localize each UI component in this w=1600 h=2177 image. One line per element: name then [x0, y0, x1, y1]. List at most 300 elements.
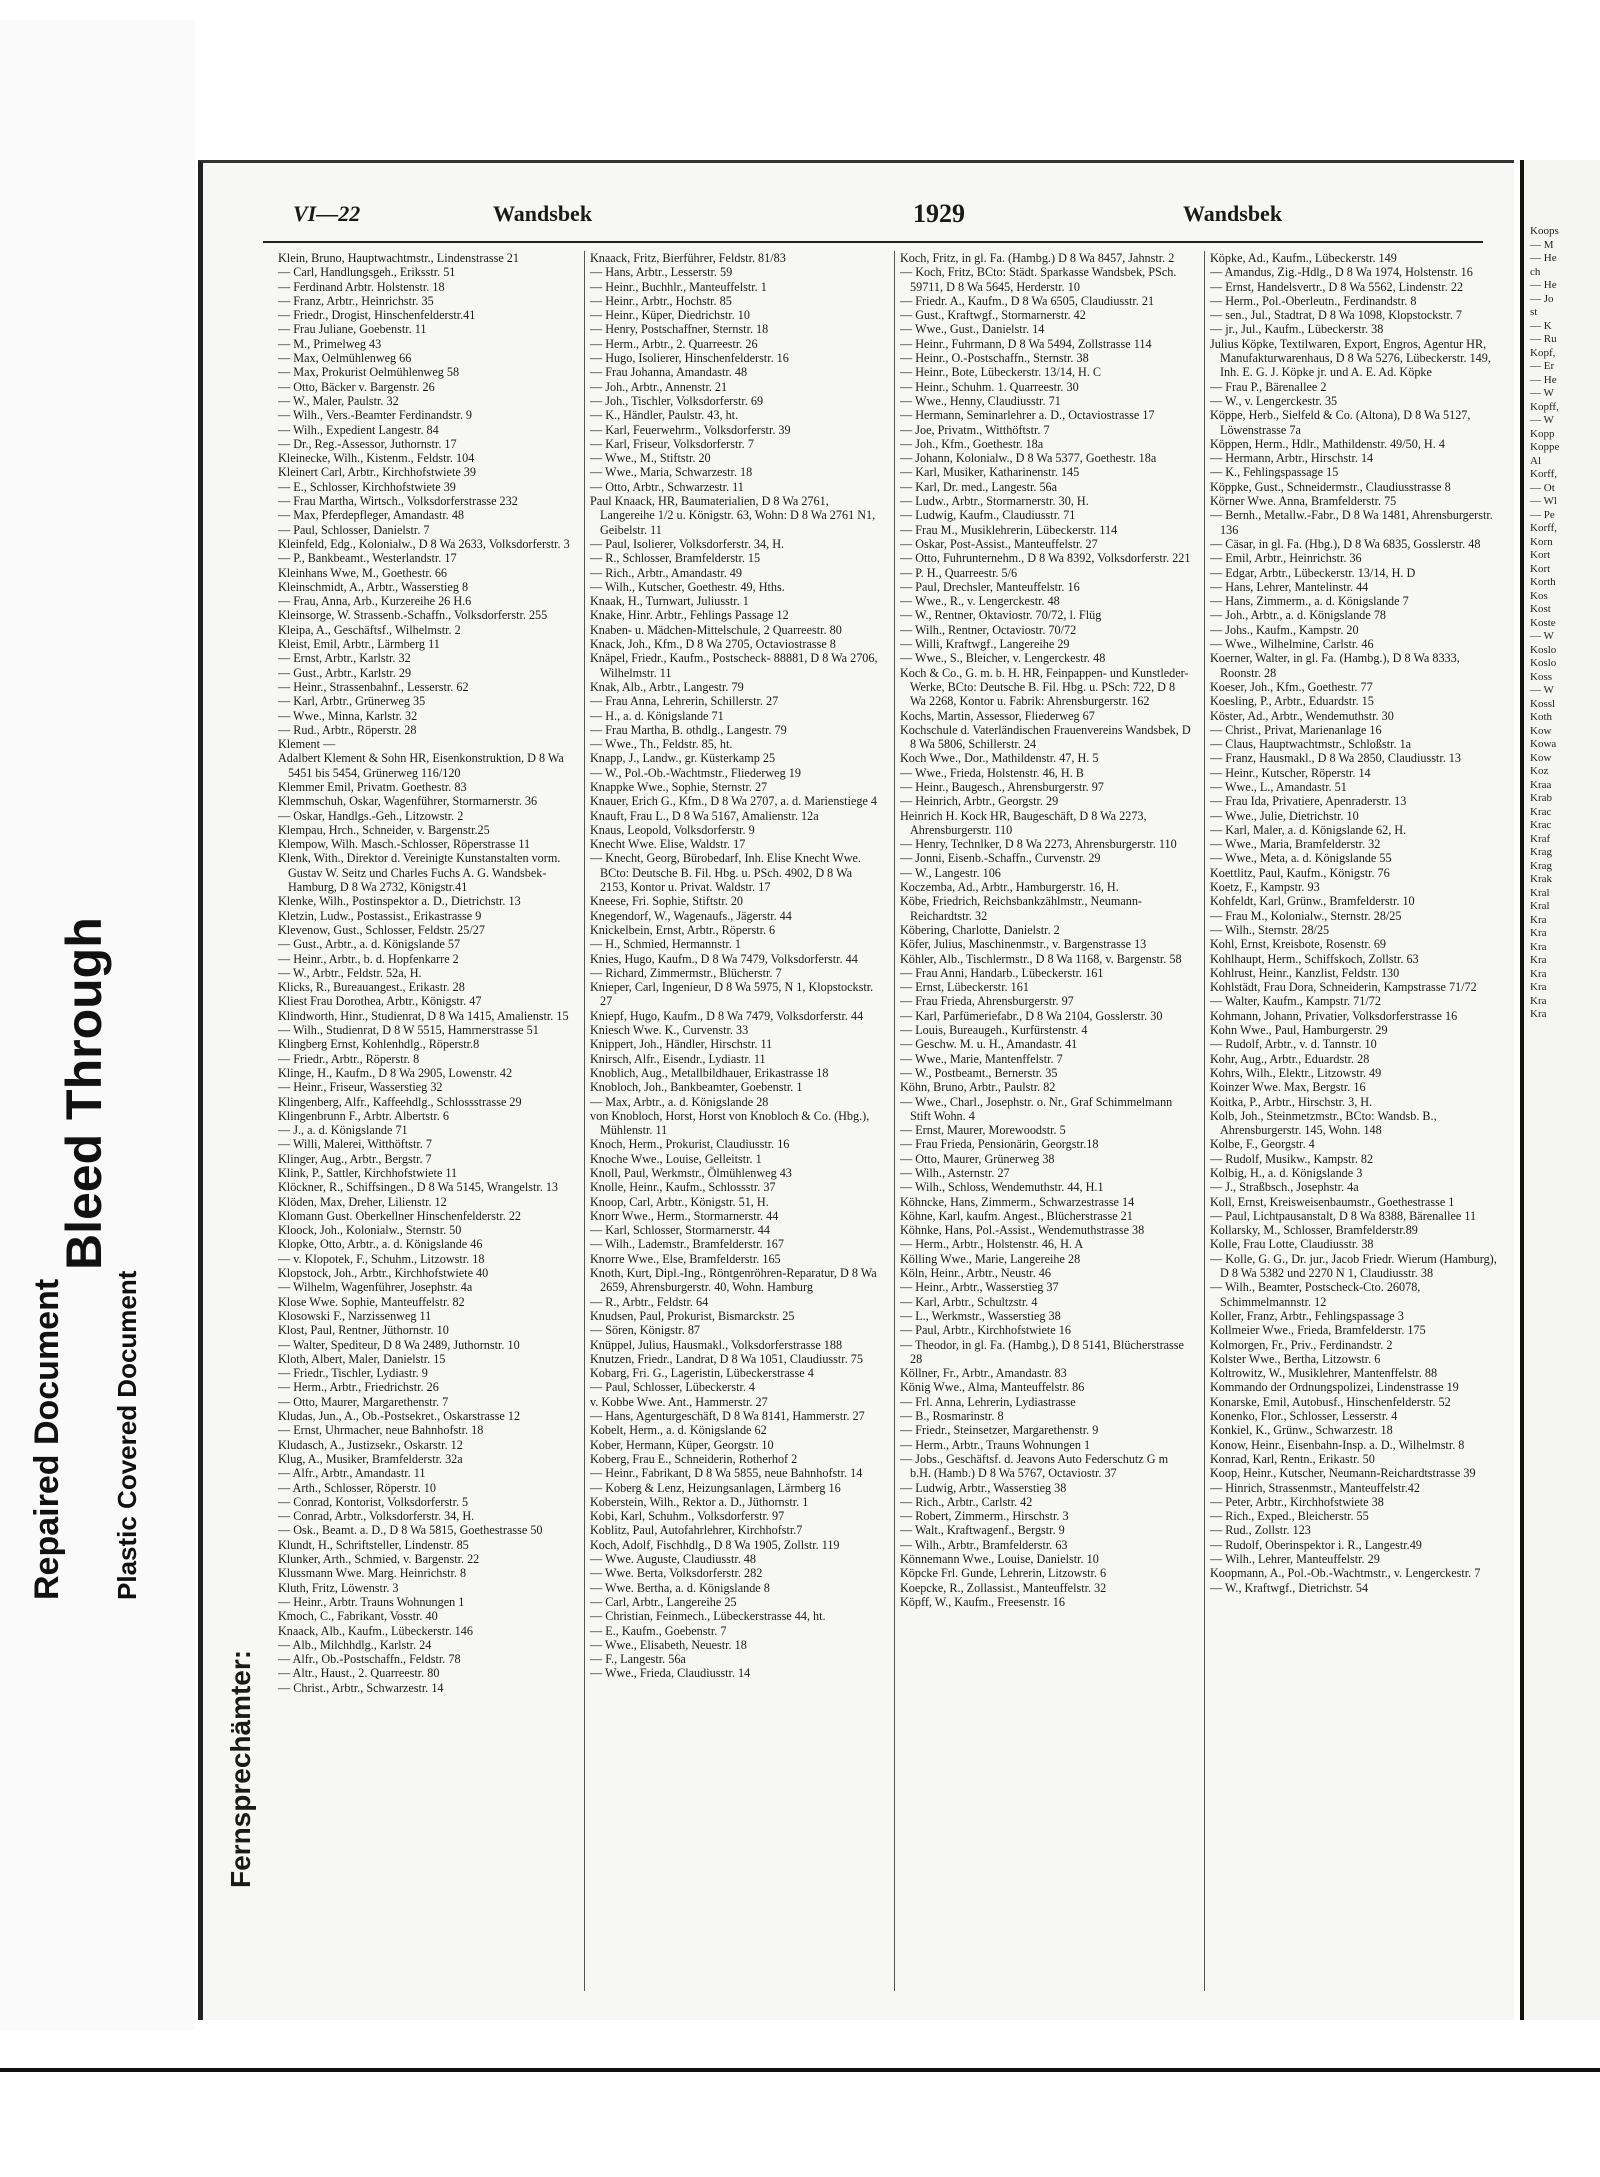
directory-entry: Koerner, Walter, in gl. Fa. (Hambg.), D 8 Wa 8333, Roonstr. 28	[1210, 651, 1460, 680]
directory-entry: — Gust., Arbtr., Karlstr. 29	[278, 665, 412, 680]
directory-entry: Klenke, Wilh., Postinspektor a. D., Dietrichstr. 13	[278, 894, 521, 909]
directory-entry: Knoch, Herm., Prokurist, Claudiusstr. 16	[590, 1137, 790, 1152]
directory-entry: — K., Händler, Paulstr. 43, ht.	[590, 408, 739, 423]
directory-entry: — H., Schmied, Hermannstr. 1	[590, 937, 741, 952]
directory-entry: Koczemba, Ad., Arbtr., Hamburgerstr. 16, H.	[900, 880, 1119, 895]
column-1	[278, 251, 570, 1991]
adjacent-page-line: Kos	[1530, 589, 1548, 602]
directory-entry: Kolle, Frau Lotte, Claudiusstr. 38	[1210, 1237, 1374, 1252]
directory-entry: Koberg, Frau E., Schneiderin, Rotherhof 2	[590, 1451, 798, 1466]
directory-entry: Köln, Heinr., Arbtr., Neustr. 46	[900, 1266, 1051, 1281]
directory-entry: Knoll, Paul, Werkmstr., Ölmühlenweg 43	[590, 1166, 792, 1180]
directory-entry: — Alb., Milchhdlg., Karlstr. 24	[278, 1637, 432, 1652]
adjacent-page-line: Koste	[1530, 616, 1556, 629]
directory-entry: — Johann, Kolonialw., D 8 Wa 5377, Goethestr. 18a	[900, 451, 1157, 466]
directory-entry: — Wwe., S., Bleicher, v. Lengerckestr. 48	[900, 651, 1106, 666]
repaired-document-label: Repaired Document	[28, 1278, 66, 1600]
directory-entry: Klevenow, Gust., Schlosser, Feldstr. 25/27	[278, 922, 485, 937]
directory-entry: — Robert, Zimmerm., Hirschstr. 3	[900, 1509, 1069, 1524]
directory-entry: Kloth, Albert, Maler, Danielstr. 15	[278, 1351, 446, 1366]
directory-entry: Kohfeldt, Karl, Grünw., Bramfelderstr. 10	[1210, 894, 1415, 909]
directory-entry: — Herm., Arbtr., Trauns Wohnungen 1	[900, 1437, 1091, 1452]
directory-entry: Knickelbein, Ernst, Arbtr., Röperstr. 6	[590, 922, 776, 937]
directory-entry: — Heinr., Buchhlr., Manteuffelstr. 1	[590, 279, 767, 294]
directory-entry: — Rudolf, Oberinspektor i. R., Langestr.49	[1210, 1537, 1422, 1552]
directory-entry: — Heinr., Friseur, Wasserstieg 32	[278, 1080, 443, 1095]
directory-entry: — Wilh., Expedient Langestr. 84	[278, 422, 439, 437]
directory-entry: — Heinr., Fabrikant, D 8 Wa 5855, neue Bahnhofstr. 14	[590, 1466, 863, 1481]
adjacent-page-line: — Ru	[1530, 333, 1557, 345]
adjacent-page-line: — W	[1530, 387, 1554, 399]
directory-entry: Kollarsky, M., Schlosser, Bramfelderstr.89	[1210, 1223, 1418, 1238]
directory-entry: — Wilh., Studienrat, D 8 W 5515, Hamrnerstrasse 51	[278, 1023, 539, 1038]
directory-entry: Koller, Franz, Arbtr., Fehlingspassage 3	[1210, 1308, 1404, 1323]
directory-entry: Koettlitz, Paul, Kaufm., Königstr. 76	[1210, 865, 1390, 880]
directory-entry: — Hans, Lehrer, Mantelinstr. 44	[1210, 579, 1369, 594]
header-title-left: Wandsbek	[493, 201, 593, 226]
directory-entry: Köppke, Gust., Schneidermstr., Claudiusstrasse 8	[1210, 479, 1451, 494]
directory-entry: Koepcke, R., Zollassist., Manteuffelstr. 32	[900, 1580, 1107, 1595]
adjacent-page-line: Krac	[1530, 819, 1552, 831]
directory-entry: — Amandus, Zig.-Hdlg., D 8 Wa 1974, Holstenstr. 16	[1210, 265, 1473, 280]
directory-entry: — Wwe., Julie, Dietrichstr. 10	[1210, 808, 1359, 823]
directory-entry: — sen., Jul., Stadtrat, D 8 Wa 1098, Klopstockstr. 7	[1210, 308, 1463, 323]
directory-entry: Koinzer Wwe. Max, Bergstr. 16	[1210, 1080, 1366, 1095]
directory-entry: — Carl, Handlungsgeh., Eriksstr. 51	[278, 265, 456, 280]
directory-entry: — Frau M., Musiklehrerin, Lübeckerstr. 114	[900, 522, 1118, 537]
directory-entry: Kolster Wwe., Bertha, Litzowstr. 6	[1210, 1351, 1381, 1366]
directory-entry: Paul Knaack, HR, Baumaterialien, D 8 Wa 2761, Langereihe 1/2 u. Königstr. 63, Wohn: D 8 Wa 2761 N1, Geibelstr. 11	[590, 494, 876, 537]
adjacent-page-line: Kow	[1530, 751, 1552, 764]
directory-entry: Köppen, Herm., Hdlr., Mathildenstr. 49/50, H. 4	[1210, 436, 1445, 451]
directory-entry: — Karl, Maler, a. d. Königslande 62, H.	[1210, 822, 1407, 837]
directory-entry: Kobelt, Herm., a. d. Königslande 62	[590, 1423, 767, 1438]
directory-entry: Knauer, Erich G., Kfm., D 8 Wa 2707, a. d. Marienstiege 4	[590, 794, 878, 809]
directory-entry: — J., a. d. Königslande 71	[278, 1123, 408, 1138]
directory-entry: — Otto, Arbtr., Schwarzestr. 11	[590, 479, 744, 494]
directory-entry: — Joh., Arbtr., Annenstr. 21	[590, 379, 728, 394]
directory-entry: Koch, Adolf, Fischhdlg., D 8 Wa 1905, Zollstr. 119	[590, 1537, 840, 1552]
directory-entry: — W., Langestr. 106	[900, 865, 1001, 880]
directory-entry: — Geschw. M. u. H., Amandastr. 41	[900, 1037, 1078, 1052]
directory-entry: — Max, Arbtr., a. d. Königslande 28	[590, 1094, 769, 1109]
adjacent-page-line: Al	[1530, 454, 1541, 467]
directory-entry: Klemmer Emil, Privatm. Goethestr. 83	[278, 779, 467, 794]
page-number: VI—22	[293, 201, 361, 226]
directory-entry: — Kolle, G. G., Dr. jur., Jacob Friedr. Wierum (Hamburg), D 8 Wa 5382 und 2270 N 1, Claudiusstr. 38	[1210, 1251, 1497, 1281]
directory-entry: — Christ., Arbtr., Schwarzestr. 14	[278, 1680, 444, 1695]
directory-entry: — W., Postbeamt., Bernerstr. 35	[900, 1065, 1058, 1080]
column-2	[590, 251, 882, 1991]
directory-entry: Köbe, Friedrich, Reichsbankzählmstr., Neumann-Reichardtstr. 32	[900, 894, 1142, 923]
directory-entry: — Cäsar, in gl. Fa. (Hbg.), D 8 Wa 6835, Gosslerstr. 48	[1210, 536, 1481, 551]
adjacent-page-line: Kossl	[1530, 697, 1556, 710]
directory-entry: — Wwe. Berta, Volksdorferstr. 282	[590, 1566, 763, 1581]
directory-entry: — Heinrich, Arbtr., Georgstr. 29	[900, 794, 1059, 809]
adjacent-page-line: — W	[1530, 630, 1554, 642]
directory-entry: — R., Schlosser, Bramfelderstr. 15	[590, 551, 761, 566]
adjacent-page-line: — Pe	[1530, 508, 1555, 521]
directory-entry: Köpke, Ad., Kaufm., Lübeckerstr. 149	[1210, 251, 1397, 265]
directory-entry: — Joh., Tischler, Volksdorferstr. 69	[590, 393, 764, 408]
directory-entry: — Arth., Schlosser, Röperstr. 10	[278, 1480, 436, 1495]
directory-entry: Köllner, Fr., Arbtr., Amandastr. 83	[900, 1366, 1067, 1381]
directory-entry: — Conrad, Kontorist, Volksdorferstr. 5	[278, 1494, 469, 1509]
adjacent-page-line: Koops	[1530, 225, 1559, 237]
adjacent-page-line: — He	[1530, 252, 1557, 264]
directory-entry: — Otto, Fuhrunternehm., D 8 Wa 8392, Volksdorferstr. 221	[900, 551, 1191, 566]
adjacent-page-line: Korth	[1530, 576, 1556, 588]
directory-entry: — Ernst, Lübeckerstr. 161	[900, 980, 1029, 995]
directory-entry: — Ernst, Handelsvertr., D 8 Wa 5562, Lindenstr. 22	[1210, 279, 1464, 294]
side-labels	[0, 560, 180, 1640]
phone-exchange-title: Fernsprechämter:	[225, 1649, 256, 1888]
directory-entry: — Willi, Malerei, Witthöftstr. 7	[278, 1137, 432, 1152]
directory-entry: Kohlhaupt, Herm., Schiffskoch, Zollstr. 63	[1210, 951, 1419, 966]
directory-entry: — Wwe. Bertha, a. d. Königslande 8	[590, 1580, 770, 1595]
adjacent-page-line: Korff,	[1530, 522, 1557, 534]
directory-entry: — Friedr., Tischler, Lydiastr. 9	[278, 1366, 428, 1381]
directory-entry: — W., Arbtr., Feldstr. 52a, H.	[278, 965, 422, 980]
directory-entry: — K., Fehlingspassage 15	[1210, 465, 1339, 480]
directory-entry: Köhler, Alb., Tischlermstr., D 8 Wa 1168, v. Bargenstr. 58	[900, 951, 1182, 966]
directory-entry: Knoche Wwe., Louise, Gelleitstr. 1	[590, 1151, 762, 1166]
directory-entry: Knorr Wwe., Herm., Stormarnerstr. 44	[590, 1208, 779, 1223]
directory-entry: — Hermann, Seminarlehrer a. D., Octaviostrasse 17	[900, 408, 1155, 423]
directory-entry: Kniesch Wwe. K., Curvenstr. 33	[590, 1023, 749, 1038]
directory-entry: Köppe, Herb., Sielfeld & Co. (Altona), D 8 Wa 5127, Löwenstrasse 7a	[1210, 408, 1471, 437]
directory-entry: — Wwe., Frieda, Holstenstr. 46, H. B	[900, 765, 1084, 780]
directory-entry: Kleinert Carl, Arbtr., Kirchhofstwiete 39	[278, 465, 476, 480]
directory-entry: — Hermann, Arbtr., Hirschstr. 14	[1210, 451, 1374, 466]
directory-entry: — Heinr., Strassenbahnf., Lesserstr. 62	[278, 679, 469, 694]
directory-entry: Klempow, Wilh. Masch.-Schlosser, Röperstrasse 11	[278, 837, 531, 852]
adjacent-page-line: Koppe	[1530, 441, 1560, 453]
adjacent-page-line: Koss	[1530, 670, 1553, 683]
directory-entry: — Richard, Zimmermstr., Blücherstr. 7	[590, 965, 782, 980]
directory-entry: — Ludwig, Arbtr., Wasserstieg 38	[900, 1480, 1067, 1495]
directory-entry: Klempau, Hrch., Schneider, v. Bargenstr.25	[278, 822, 490, 837]
directory-entry: — Conrad, Arbtr., Volksdorferstr. 34, H.	[278, 1509, 475, 1524]
directory-entry: — Wilh., Schloss, Wendemuthstr. 44, H.1	[900, 1180, 1104, 1195]
directory-entry: — Heinr., Bote, Lübeckerstr. 13/14, H. C	[900, 365, 1102, 380]
directory-entry: Kletzin, Ludw., Postassist., Erikastrasse 9	[278, 908, 482, 923]
directory-entry: — Dr., Reg.-Assessor, Juthornstr. 17	[278, 436, 457, 451]
adjacent-page-line: Kopf,	[1530, 346, 1556, 359]
directory-entry: — Oskar, Post-Assist., Manteuffelstr. 27	[900, 536, 1098, 551]
directory-entry: — Karl, Arbtr., Schultzstr. 4	[900, 1294, 1038, 1309]
adjacent-page-line: Kra	[1530, 940, 1547, 953]
adjacent-page-line: Krag	[1530, 859, 1552, 872]
directory-entry: Koopmann, A., Pol.-Ob.-Wachtmstr., v. Lengerckestr. 7	[1210, 1566, 1481, 1581]
adjacent-page-line: Korff,	[1530, 468, 1557, 480]
adjacent-page-line: Kral	[1530, 886, 1550, 899]
directory-entry: — R., Arbtr., Feldstr. 64	[590, 1294, 709, 1309]
directory-entry: — Frau Martha, B. othdlg., Langestr. 79	[590, 722, 787, 737]
adjacent-page-line: Kraa	[1530, 778, 1552, 791]
directory-entry: — Gust., Kraftwgf., Stormarnerstr. 42	[900, 308, 1086, 323]
directory-entry: Klunker, Arth., Schmied, v. Bargenstr. 22	[278, 1552, 480, 1567]
directory-entry: — Paul, Schlosser, Lübeckerstr. 4	[590, 1380, 756, 1395]
directory-entry: — Edgar, Arbtr., Lübeckerstr. 13/14, H. D	[1210, 565, 1416, 580]
directory-entry: Klöden, Max, Dreher, Lilienstr. 12	[278, 1194, 447, 1209]
directory-entry: — Carl, Arbtr., Langereihe 25	[590, 1594, 737, 1609]
directory-entry: Klement —	[278, 737, 336, 752]
adjacent-page-line: — Er	[1530, 360, 1555, 372]
directory-entry: Koesling, P., Arbtr., Eduardstr. 15	[1210, 694, 1374, 709]
directory-entry: — Knecht, Georg, Bürobedarf, Inh. Elise Knecht Wwe. BCto: Deutsche B. Fil. Hbg. u. PSch. 4902, D 8 Wa 2153, Kontor u. Privat. Waldstr. 17	[590, 851, 861, 895]
adjacent-page-line: Kraf	[1530, 832, 1551, 845]
directory-entry: — E., Schlosser, Kirchhofstwiete 39	[278, 479, 456, 494]
directory-entry: — E., Kaufm., Goebenstr. 7	[590, 1623, 727, 1638]
directory-entry: — Heinr., Arbtr., Hochstr. 85	[590, 293, 732, 308]
directory-entry: Kochs, Martin, Assessor, Fliederweg 67	[900, 708, 1095, 723]
directory-entry: — Herm., Arbtr., Holstenstr. 46, H. A	[900, 1237, 1084, 1252]
directory-entry: Knaack, Fritz, Bierführer, Feldstr. 81/83	[590, 251, 786, 265]
directory-entry: Klingenbrunn F., Arbtr. Albertstr. 6	[278, 1108, 449, 1123]
directory-entry: Kobi, Karl, Schuhm., Volksdorferstr. 97	[590, 1509, 785, 1524]
directory-entry: Konow, Heinr., Eisenbahn-Insp. a. D., Wilhelmstr. 8	[1210, 1437, 1465, 1452]
directory-entry: Kobarg, Fri. G., Lageristin, Lübeckerstrasse 4	[590, 1366, 814, 1381]
directory-entry: Kochschule d. Vaterländischen Frauenvereins Wandsbek, D 8 Wa 5806, Schillerstr. 24	[900, 722, 1191, 752]
directory-entry: Knoop, Carl, Arbtr., Königstr. 51, H.	[590, 1194, 769, 1209]
directory-entry: — F., Langestr. 56a	[590, 1652, 686, 1667]
directory-entry: Knegendorf, W., Wagenaufs., Jägerstr. 44	[590, 908, 792, 923]
directory-entry: — M., Primelweg 43	[278, 336, 382, 351]
directory-entry: — Max, Pferdepfleger, Amandastr. 48	[278, 508, 465, 523]
directory-entry: — Frau Frieda, Ahrensburgerstr. 97	[900, 994, 1074, 1009]
directory-entry: Kober, Hermann, Küper, Georgstr. 10	[590, 1437, 774, 1452]
directory-entry: Klicks, R., Bureauangest., Erikastr. 28	[278, 980, 465, 995]
column-4	[1210, 251, 1502, 1991]
directory-entry: v. Kobbe Wwe. Ant., Hammerstr. 27	[590, 1394, 768, 1409]
directory-entry: — Hans, Zimmerm., a. d. Königslande 7	[1210, 594, 1409, 609]
adjacent-page-line: Krab	[1530, 792, 1552, 804]
directory-entry: — W., v. Lengerckestr. 35	[1210, 393, 1338, 408]
bleed-through-label: Bleed Through	[56, 917, 112, 1270]
adjacent-page-line: Kort	[1530, 562, 1551, 575]
directory-page	[198, 160, 1514, 2020]
directory-entry: Kolb, Joh., Steinmetzmstr., BCto: Wandsb. B., Ahrensburgerstr. 145, Wohn. 148	[1210, 1108, 1437, 1138]
directory-entry: — Frau Juliane, Goebenstr. 11	[278, 322, 427, 337]
directory-entry: — Christian, Feinmech., Lübeckerstrasse 44, ht.	[590, 1609, 826, 1624]
adjacent-page-line: — Wl	[1530, 495, 1557, 507]
column-divider	[584, 251, 586, 1991]
directory-entry: Klink, P., Sattler, Kirchhofstwiete 11	[278, 1166, 458, 1180]
directory-entry: — Wilh., Lademstr., Bramfelderstr. 167	[590, 1237, 784, 1252]
directory-entry: Knappke Wwe., Sophie, Sternstr. 27	[590, 779, 768, 794]
directory-entry: Heinrich H. Kock HR, Baugeschäft, D 8 Wa 2273, Ahrensburgerstr. 110	[900, 808, 1147, 837]
directory-entry: — J., Straßbsch., Josephstr. 4a	[1210, 1180, 1359, 1195]
directory-entry: — Hans, Arbtr., Lesserstr. 59	[590, 265, 733, 280]
directory-entry: — Paul, Isolierer, Volksdorferstr. 34, H.	[590, 536, 785, 551]
directory-entry: — H., a. d. Königslande 71	[590, 708, 724, 723]
directory-entry: Koetz, F., Kampstr. 93	[1210, 880, 1320, 895]
directory-entry: Koltrowitz, W., Musiklehrer, Mantenffelstr. 88	[1210, 1366, 1438, 1381]
directory-entry: — Gust., Arbtr., a. d. Königslande 57	[278, 937, 461, 952]
adjacent-page-line: Kra	[1530, 994, 1547, 1007]
directory-entry: Koch Wwe., Dor., Mathildenstr. 47, H. 5	[900, 751, 1099, 766]
directory-entry: — Wwe., Charl., Josephstr. o. Nr., Graf Schimmelmann Stift Wohn. 4	[900, 1094, 1173, 1123]
directory-entry: Konkiel, K., Grünw., Schwarzestr. 18	[1210, 1423, 1393, 1438]
directory-entry: Klost, Paul, Rentner, Jüthornstr. 10	[278, 1323, 449, 1338]
adjacent-page-line: Kra	[1530, 913, 1547, 926]
directory-entry: — Frau Anni, Handarb., Lübeckerstr. 161	[900, 965, 1104, 980]
directory-entry: Kolmorgen, Fr., Priv., Ferdinandstr. 2	[1210, 1337, 1393, 1352]
adjacent-page-line: Koslo	[1530, 657, 1557, 669]
scan-top-edge	[0, 0, 1600, 20]
directory-entry: — Max, Oelmühlenweg 66	[278, 351, 412, 366]
directory-entry: — Henry, Technlker, D 8 Wa 2273, Ahrensburgerstr. 110	[900, 837, 1177, 852]
directory-entry: — Henry, Postschaffner, Sternstr. 18	[590, 322, 769, 337]
directory-entry: — Frau Anna, Lehrerin, Schillerstr. 27	[590, 694, 779, 709]
directory-entry: Klussmann Wwe. Marg. Heinrichstr. 8	[278, 1566, 467, 1581]
directory-entry: Klundt, H., Schriftsteller, Lindenstr. 85	[278, 1537, 469, 1552]
directory-entry: — Franz, Arbtr., Heinrichstr. 35	[278, 293, 434, 308]
directory-entry: — Johs., Kaufm., Kampstr. 20	[1210, 622, 1359, 637]
adjacent-page-line: Koz	[1530, 765, 1549, 777]
directory-entry: Kludasch, A., Justizsekr., Oskarstr. 12	[278, 1437, 463, 1452]
directory-entry: Köhn, Bruno, Arbtr., Paulstr. 82	[900, 1080, 1056, 1095]
directory-entry: — Wwe., Wilhelmine, Carlstr. 46	[1210, 637, 1374, 652]
directory-entry: Knutzen, Friedr., Landrat, D 8 Wa 1051, Claudiusstr. 75	[590, 1351, 863, 1366]
directory-entry: — Walter, Kaufm., Kampstr. 71/72	[1210, 994, 1381, 1009]
adjacent-page-line: Kost	[1530, 603, 1551, 615]
directory-entry: Julius Köpke, Textilwaren, Export, Engros, Agentur HR, Manufakturwarenhaus, D 8 Wa 5276, Lübeckerstr. 149, Inh. E. G. J. Köpke jr. und A. E. Ad. Köpke	[1210, 336, 1491, 380]
directory-entry: Koeser, Joh., Kfm., Goethestr. 77	[1210, 679, 1373, 694]
directory-entry: Kleinschmidt, A., Arbtr., Wasserstieg 8	[278, 579, 469, 594]
directory-entry: — Rud., Arbtr., Röperstr. 28	[278, 722, 417, 737]
directory-entry: Klöckner, R., Schiffsingen., D 8 Wa 5145, Wrangelstr. 13	[278, 1180, 559, 1195]
directory-entry: Körner Wwe. Anna, Bramfelderstr. 75	[1210, 494, 1397, 509]
directory-entry: Köbering, Charlotte, Danielstr. 2	[900, 922, 1060, 937]
directory-entry: — Herm., Pol.-Oberleutn., Ferdinandstr. 8	[1210, 293, 1417, 308]
directory-entry: — Heinr., Baugesch., Ahrensburgerstr. 97	[900, 779, 1104, 794]
directory-entry: Knobloch, Joh., Bankbeamter, Goebenstr. 1	[590, 1080, 803, 1095]
directory-entry: — Heinr., Küper, Diedrichstr. 10	[590, 308, 750, 323]
directory-entry: Koitka, P., Arbtr., Hirschstr. 3, H.	[1210, 1094, 1373, 1109]
directory-entry: Knecht Wwe. Elise, Waldstr. 17	[590, 837, 746, 852]
directory-entry: Köpcke Frl. Gunde, Lehrerin, Litzowstr. 6	[900, 1566, 1107, 1581]
directory-entry: — Heinr., Fuhrmann, D 8 Wa 5494, Zollstrasse 114	[900, 336, 1152, 351]
directory-entry: — Frau Frieda, Pensionärin, Georgstr.18	[900, 1137, 1099, 1152]
directory-entry: Kleinecke, Wilh., Kistenm., Feldstr. 104	[278, 451, 475, 466]
directory-entry: — Joe, Privatm., Witthöftstr. 7	[900, 422, 1050, 437]
directory-entry: Adalbert Klement & Sohn HR, Eisenkonstruktion, D 8 Wa 5451 bis 5454, Grünerweg 116/120	[278, 751, 564, 780]
directory-entry: Koop, Heinr., Kutscher, Neumann-Reichardtstrasse 39	[1210, 1466, 1476, 1481]
adjacent-page-line: Korn	[1530, 535, 1553, 548]
directory-entry: — Heinr., Schuhm. 1. Quarreestr. 30	[900, 379, 1079, 394]
adjacent-page-line: — He	[1530, 279, 1557, 291]
directory-entry: — Heinr., Arbtr. Trauns Wohnungen 1	[278, 1594, 465, 1609]
page-header	[293, 201, 1473, 231]
directory-entry: von Knobloch, Horst, Horst von Knobloch & Co. (Hbg.), Mühlenstr. 11	[590, 1108, 870, 1138]
directory-entry: — Koch, Fritz, BCto: Städt. Sparkasse Wandsbek, PSch. 59711, D 8 Wa 5645, Herderstr. 10	[900, 265, 1177, 294]
directory-entry: — Heinr., Arbtr., b. d. Hopfenkarre 2	[278, 951, 459, 966]
directory-entry: — Ferdinand Arbtr. Holstenstr. 18	[278, 279, 445, 294]
directory-entry: — Ludw., Arbtr., Stormarnerstr. 30, H.	[900, 494, 1089, 509]
directory-entry: Knippert, Joh., Händler, Hirschstr. 11	[590, 1037, 773, 1052]
directory-entry: Kniepf, Hugo, Kaufm., D 8 Wa 7479, Volksdorferstr. 44	[590, 1008, 864, 1023]
directory-entry: Klemmschuh, Oskar, Wagenführer, Stormarnerstr. 36	[278, 794, 538, 809]
directory-entry: Kohrs, Wilh., Elektr., Litzowstr. 49	[1210, 1065, 1382, 1080]
directory-entry: Klinger, Aug., Arbtr., Bergstr. 7	[278, 1151, 432, 1166]
adjacent-page-line: Koslo	[1530, 643, 1557, 656]
adjacent-page-line: — K	[1530, 319, 1552, 332]
column-divider	[894, 251, 896, 1991]
directory-entry: — Alfr., Arbtr., Amandastr. 11	[278, 1466, 426, 1481]
directory-entry: — Walter, Spediteur, D 8 Wa 2489, Juthornstr. 10	[278, 1337, 520, 1352]
directory-entry: Klingenberg, Alfr., Kaffeehdlg., Schlossstrasse 29	[278, 1094, 522, 1109]
directory-entry: Knaak, H., Turnwart, Juliusstr. 1	[590, 594, 749, 609]
directory-entry: — Frau Ida, Privatiere, Apenraderstr. 13	[1210, 794, 1407, 809]
directory-entry: Knauft, Frau L., D 8 Wa 5167, Amalienstr. 12a	[590, 808, 819, 823]
directory-entry: — Oskar, Handlgs.-Geh., Litzowstr. 2	[278, 808, 464, 823]
directory-entry: — Frau P., Bärenallee 2	[1210, 379, 1327, 394]
directory-entry: Kleipa, A., Geschäftsf., Wilhelmstr. 2	[278, 622, 461, 637]
directory-entry: — Frau Johanna, Amandastr. 48	[590, 365, 748, 380]
directory-entry: — Herm., Arbtr., Friedrichstr. 26	[278, 1380, 439, 1395]
adjacent-page-line: Kra	[1530, 1008, 1547, 1020]
adjacent-page-line: Kral	[1530, 900, 1550, 912]
directory-entry: Kmoch, C., Fabrikant, Vosstr. 40	[278, 1609, 438, 1624]
directory-entry: — Walt., Kraftwagenf., Bergstr. 9	[900, 1523, 1065, 1538]
directory-entry: — Ludwig, Kaufm., Claudiusstr. 71	[900, 508, 1076, 523]
column-divider	[1204, 251, 1206, 1991]
directory-entry: Kludas, Jun., A., Ob.-Postsekret., Oskarstrasse 12	[278, 1409, 521, 1424]
directory-entry: Knak, Alb., Arbtr., Langestr. 79	[590, 679, 744, 694]
adjacent-page-line: Kopp	[1530, 427, 1555, 440]
directory-entry: Klopke, Otto, Arbtr., a. d. Königslande 46	[278, 1237, 483, 1252]
directory-entry: — Franz, Hausmakl., D 8 Wa 2850, Claudiusstr. 13	[1210, 751, 1461, 766]
directory-entry: — Rich., Arbtr., Amandastr. 49	[590, 565, 742, 580]
directory-entry: — Rudolf, Arbtr., v. d. Tannstr. 10	[1210, 1037, 1377, 1052]
scan-bottom-edge	[0, 2030, 1600, 2177]
directory-entry: — Wwe., R., v. Lengerckestr. 48	[900, 594, 1060, 609]
directory-entry: Knolle, Heinr., Kaufm., Schlossstr. 37	[590, 1180, 776, 1195]
directory-entry: — Paul, Drechsler, Manteuffelstr. 16	[900, 579, 1080, 594]
directory-entry: — Wilh., Lehrer, Manteuffelstr. 29	[1210, 1552, 1380, 1567]
directory-entry: — Heinr., O.-Postschaffn., Sternstr. 38	[900, 351, 1089, 366]
directory-entry: — Karl, Friseur, Volksdorferstr. 7	[590, 436, 754, 451]
directory-entry: Kleinsorge, W. Strassenb.-Schaffn., Volksdorferstr. 255	[278, 608, 548, 623]
directory-entry: — Wilh., Sternstr. 28/25	[1210, 922, 1330, 937]
directory-entry: — Wilh., Asternstr. 27	[900, 1166, 1010, 1180]
directory-entry: — Jonni, Eisenb.-Schaffn., Curvenstr. 29	[900, 851, 1101, 866]
directory-entry: — Wilh., Rentner, Octaviostr. 70/72	[900, 622, 1077, 637]
directory-entry: — Herm., Arbtr., 2. Quarreestr. 26	[590, 336, 758, 351]
directory-entry: — Christ., Privat, Marienanlage 16	[1210, 722, 1382, 737]
directory-entry: — Emil, Arbtr., Heinrichstr. 36	[1210, 551, 1362, 566]
directory-entry: — Claus, Hauptwachtmstr., Schloßstr. 1a	[1210, 737, 1412, 752]
directory-entry: Köhne, Karl, kaufm. Angest., Blücherstrasse 21	[900, 1208, 1133, 1223]
plastic-covered-label: Plastic Covered Document	[112, 1270, 142, 1600]
directory-entry: Kohl, Ernst, Kreisbote, Rosenstr. 69	[1210, 937, 1387, 952]
directory-entry: — Karl, Dr. med., Langestr. 56a	[900, 479, 1058, 494]
directory-entry: — Wwe., Th., Feldstr. 85, ht.	[590, 737, 733, 752]
directory-entry: Koch & Co., G. m. b. H. HR, Feinpappen- und Kunstleder-Werke, BCto: Deutsche B. Fil. Hbg. u. PSch: 722, D 8 Wa 2268, Kontor u. Fabrik: Ahrensburgerstr. 162	[900, 665, 1189, 709]
directory-entry: Knies, Hugo, Kaufm., D 8 Wa 7479, Volksdorferstr. 44	[590, 951, 858, 966]
adjacent-page-fragment	[1520, 160, 1600, 2020]
directory-entry: — Wwe., L., Amandastr. 51	[1210, 779, 1347, 794]
directory-entry: Knüppel, Julius, Hausmakl., Volksdorferstrasse 188	[590, 1337, 843, 1352]
directory-entry: — Hinrich, Strassenmstr., Manteuffelstr.42	[1210, 1480, 1420, 1495]
directory-entry: Konarske, Emil, Autobusf., Hinschenfelderstr. 52	[1210, 1394, 1451, 1409]
directory-entry: — Rich., Arbtr., Carlstr. 42	[900, 1494, 1033, 1509]
directory-entry: — Wwe., Elisabeth, Neuestr. 18	[590, 1637, 747, 1652]
directory-entry: Koll, Ernst, Kreisweisenbaumstr., Goethestrasse 1	[1210, 1194, 1455, 1209]
directory-entry: — Wilh., Vers.-Beamter Ferdinandstr. 9	[278, 408, 473, 423]
